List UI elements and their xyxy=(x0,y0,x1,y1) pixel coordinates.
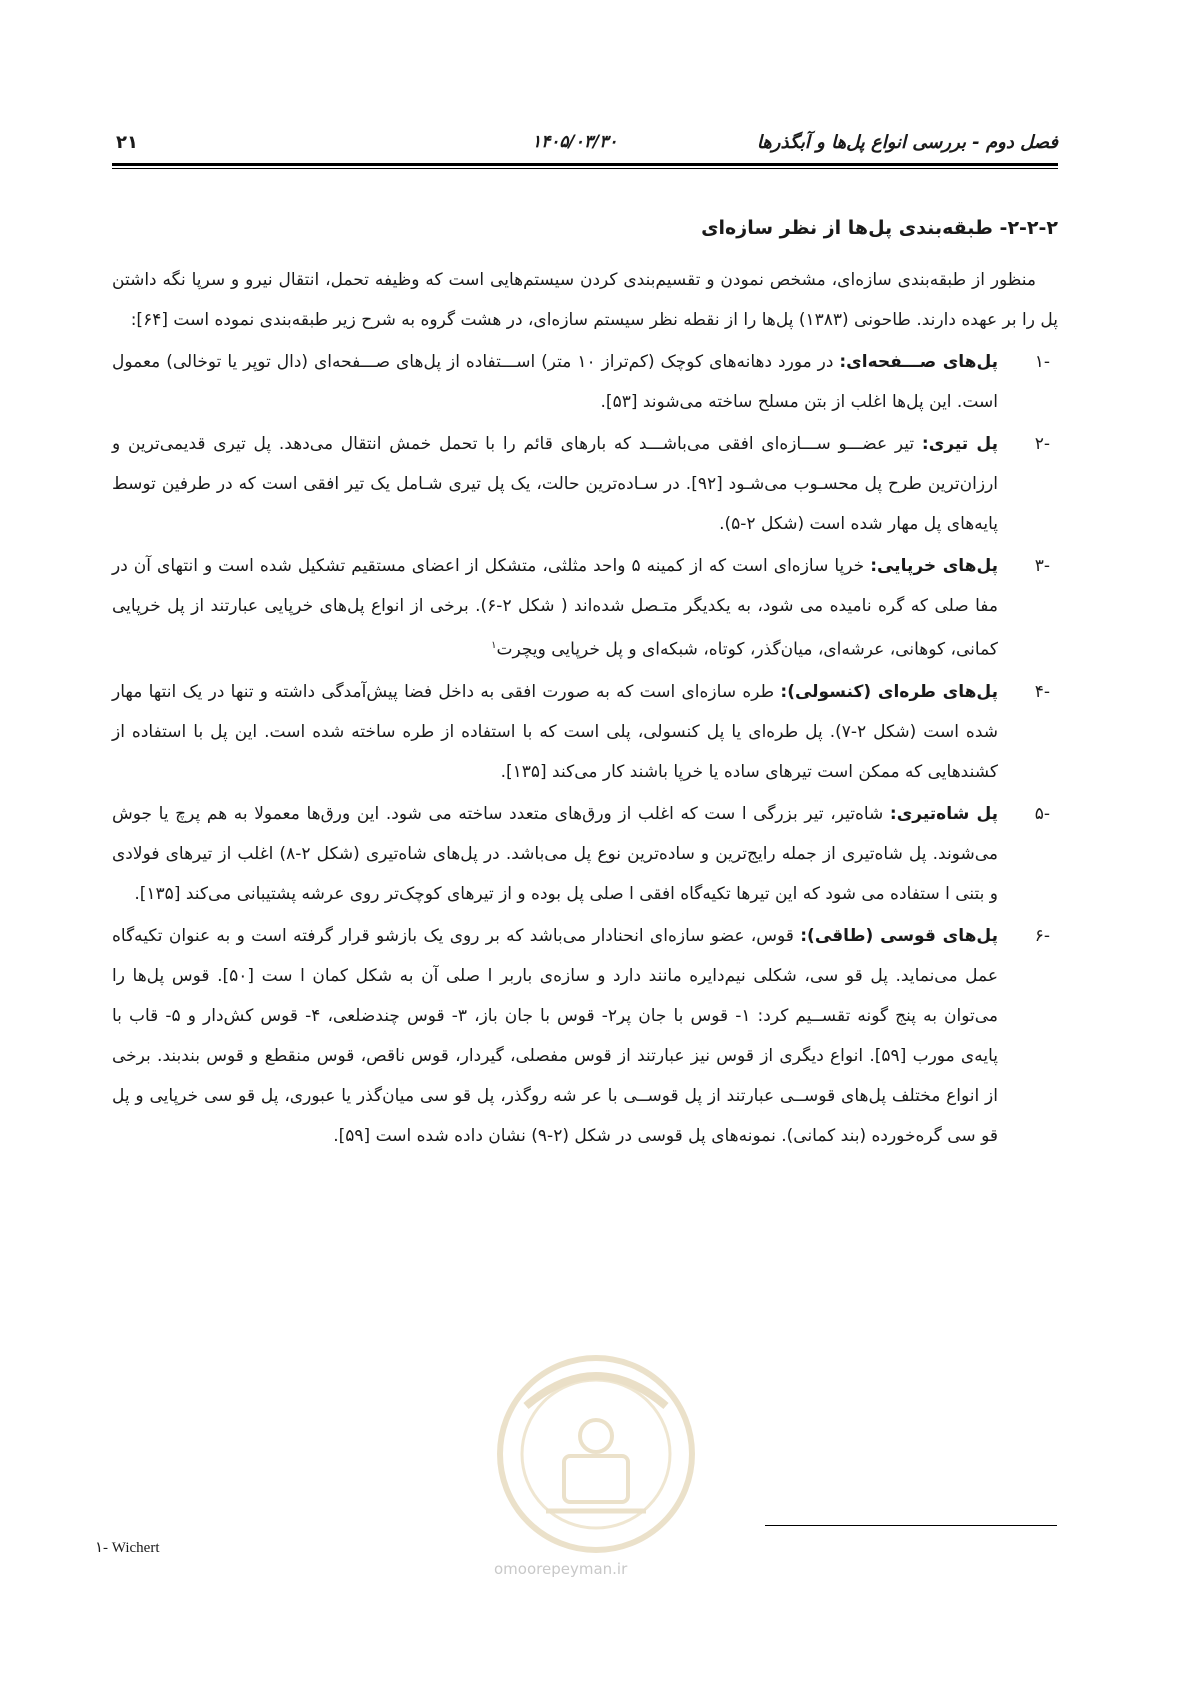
chapter-title: فصل دوم - بررسی انواع پل‌ها و آبگذرها xyxy=(756,132,1058,153)
item-number: -۲ xyxy=(1034,434,1050,454)
item-term: پل‌های صـــفحه‌ای: xyxy=(839,352,999,372)
list-item xyxy=(112,794,1058,914)
list-item xyxy=(112,546,1058,670)
header-rule-thin xyxy=(112,168,1058,169)
item-number: -۴ xyxy=(1034,681,1050,702)
footnote: ۱- Wichert xyxy=(95,1540,160,1556)
list-item xyxy=(112,672,1058,792)
item-term: پل‌های قوسی (طاقی): xyxy=(800,925,998,946)
item-number: -۱ xyxy=(1034,352,1050,372)
item-term: پل شاه‌تیری: xyxy=(889,803,999,824)
header-date: ۱۴۰۵/۰۳/۳۰ xyxy=(532,132,618,152)
item-term: پل تیری: xyxy=(921,434,998,454)
list-item xyxy=(112,342,1058,422)
intro-paragraph: منظور از طبقه‌بندی سازه‌ای، مشخص نمودن و تقسیم‌بندی کردن سیستم‌هایی است که وظیفه تحمل، انتقال نیرو و سرپا نگه داشتن پل را بر عهده دارند. طاحونی (۱۳۸۳) پل‌ها را از نقطه نظر سیستم سازه‌ای، در هشت گروه به شرح زیر طبقه‌بندی نموده است [۶۴]: xyxy=(112,270,1058,330)
watermark-logo-icon xyxy=(486,1336,706,1566)
item-text: تیر عضـــو ســـازه‌ای افقی می‌باشـــد که بارهای قائم را با تحمل خمش انتقال می‌دهد. پل تیری قدیمی‌ترین و ارزان‌ترین طرح پل محسـوب می‌شـود [۹۲]. در سـاده‌ترین حالت، یک پل تیری شـامل یک تیر افقی است که در طرفین توسط پایه‌های پل مهار شده است (شکل ۲-۵). xyxy=(112,434,998,534)
footnote-ref: ۱ xyxy=(491,640,497,651)
section-heading: ۲-۲-۲- طبقه‌بندی پل‌ها از نظر سازه‌ای xyxy=(701,217,1058,239)
header-rule-thick xyxy=(112,163,1058,166)
item-term: پل‌های طره‌ای (کنسولی): xyxy=(780,681,998,702)
item-text: شاه‌تیر، تیر بزرگی ا ست که اغلب از ورق‌های متعدد ساخته می شود. این ورق‌ها معمولا به هم پرچ یا جوش می‌شوند. پل شاه‌تیری از جمله رایج‌ترین و ساده‌ترین نوع پل می‌باشد. در پل‌های شاه‌تیری (شکل ۲-۸) اغلب از تیرهای فولادی و بتنی ا ستفاده می شود که این تیرها تکیه‌گاه افقی ا صلی پل بوده و از تیرهای کوچک‌تر روی عرشه پشتیبانی می‌کند [۱۳۵]. xyxy=(112,803,998,904)
page-header xyxy=(112,128,1058,162)
page-number: ۲۱ xyxy=(116,132,138,153)
item-text: قوس، عضو سازه‌ای انحنادار می‌باشد که بر روی یک بازشو قرار گرفته است و به عنوان تکیه‌گاه عمل می‌نماید. پل قو سی، شکلی نیم‌دایره مانند دارد و سازه‌ی باربر ا صلی آن به شکل کمان ا ست [۵۰]. قوس پل‌ها را می‌توان به پنج گونه تقســیم کرد: ۱- قوس با جان پر۲- قوس با جان باز، ۳- قوس چندضلعی، ۴- قوس کش‌دار و ۵- قاب با پایه‌ی مورب [۵۹]. انواع دیگری از قوس نیز عبارتند از قوس مفصلی، گیردار، قوس ناقص، قوس منقطع و قوس بندبند. برخی از انواع مختلف پل‌های قوســی عبارتند از پل قوســی با عر شه روگذر، پل قو سی میان‌گذر یا عبوری، پل قو سی خرپایی و پل قو سی گره‌خورده (بند کمانی). نمونه‌های پل قوسی در شکل (۲-۹) نشان داده شده است [۵۹]. xyxy=(112,925,999,1146)
item-text: طره سازه‌ای است که به صورت افقی به داخل فضا پیش‌آمدگی داشته و تنها در یک انتها مهار شده است (شکل ۲-۷). پل طره‌ای یا پل کنسولی، پلی است که با استفاده از طره ساخته شده است. این پل با استفاده از کشندهایی که ممکن است تیرهای ساده یا خرپا باشند کار می‌کند [۱۳۵]. xyxy=(112,681,998,782)
item-number: -۶ xyxy=(1034,925,1050,946)
watermark-site: omoorepeyman.ir xyxy=(494,1560,628,1578)
item-number: -۳ xyxy=(1034,556,1050,576)
list-item xyxy=(112,424,1058,544)
item-term: پل‌های خرپایی: xyxy=(870,556,998,576)
item-text: در مورد دهانه‌های کوچک (کم‌تراز ۱۰ متر) اســـتفاده از پل‌های صـــفحه‌ای (دال توپر یا توخالی) معمول است. این پل‌ها اغلب از بتن مسلح ساخته می‌شوند [۵۳]. xyxy=(112,352,998,412)
footnote-rule xyxy=(765,1525,1057,1526)
item-text: خرپا سازه‌ای است که از کمینه ۵ واحد مثلثی، متشکل از اعضای مستقیم تشکیل شده است و انتهای آن در مفا صلی که گره نامیده می شود، به یکدیگر متـصل شده‌اند ( شکل ۲-۶). برخی از انواع پل‌های خرپایی عبارتند از پل خرپایی کمانی، کوهانی، عرشه‌ای، میان‌گذر، کوتاه، شبکه‌ای و پل خرپایی ویچرت xyxy=(112,556,998,660)
list-item xyxy=(112,916,1058,1156)
section-body xyxy=(112,210,1058,1158)
item-number: -۵ xyxy=(1034,803,1050,824)
